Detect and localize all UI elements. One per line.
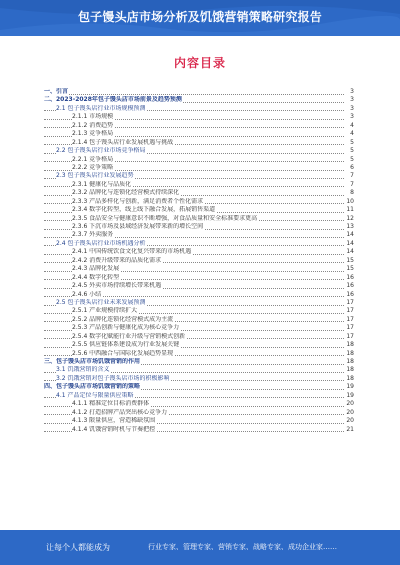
footer-banner: [0, 530, 400, 565]
toc-entry-label: 2.4.2 消费升级带来的品质化需求: [72, 256, 162, 264]
toc-entry-page: 7: [350, 180, 354, 188]
toc-entry[interactable]: [44, 383, 354, 391]
toc-entry[interactable]: [44, 274, 354, 282]
toc-entry-page: 16: [346, 282, 354, 290]
toc-entry-label: 2.3.1 健康化与品质化: [72, 180, 132, 188]
toc-entry[interactable]: [44, 248, 354, 256]
toc-entry[interactable]: [44, 426, 354, 434]
toc-entry[interactable]: [44, 122, 354, 130]
toc-entry-page: 16: [346, 273, 354, 281]
toc-entry-label: 2.4.4 数字化转型: [72, 273, 120, 281]
toc-entry-label: 3.2 饥饿营销对包子馒头店市场的积极影响: [56, 374, 170, 382]
toc-entry-page: 20: [346, 408, 354, 416]
toc-entry-page: 17: [346, 298, 354, 306]
toc-entry-label: 四、包子馒头店市场饥饿营销的策略: [44, 383, 141, 391]
toc-entry-label: 2.5.2 品牌化连锁化经营模式成为主流: [72, 315, 174, 323]
toc-entry-label: 2.3.3 产品多样化与创新，满足消费者个性化需求: [72, 197, 204, 205]
toc-entry-page: 19: [346, 391, 354, 399]
toc-heading: 内容目录: [173, 56, 226, 70]
toc-entry-label: 2.3.5 食品安全与健康意识不断增强，对食品质量和安全标准要求更高: [72, 214, 258, 222]
toc-entry[interactable]: [44, 265, 354, 273]
toc-entry-page: 17: [346, 324, 354, 332]
toc-entry-page: 14: [346, 239, 354, 247]
toc-entry-label: 2.2 包子馒头店行业市场竞争格局: [56, 147, 146, 155]
toc-entry-page: 5: [350, 147, 354, 155]
toc-entry-label: 三、包子馒头店市场饥饿营销的作用: [44, 358, 141, 365]
toc-entry-label: 2.4.1 中国传统饮食文化复兴带来的市场机遇: [72, 248, 192, 256]
toc-entry[interactable]: [44, 105, 354, 113]
footer-tagline: 行业专家、管理专家、营销专家、战略专家、成功企业家……: [148, 543, 337, 551]
toc-entry-page: 18: [346, 366, 354, 374]
toc-entry[interactable]: [44, 333, 354, 341]
toc-entry-label: 2.4 包子馒头店行业市场机遇分析: [56, 239, 146, 247]
toc-entry[interactable]: [44, 164, 354, 172]
toc-entry[interactable]: [44, 88, 354, 96]
table-of-contents: [44, 88, 354, 434]
toc-entry-page: 18: [346, 341, 354, 349]
toc-entry[interactable]: [44, 198, 354, 206]
toc-entry-page: 14: [346, 231, 354, 239]
toc-entry[interactable]: [44, 223, 354, 231]
toc-entry[interactable]: [44, 215, 354, 223]
toc-entry-label: 2.4.3 品牌化发展: [72, 265, 120, 273]
toc-entry-page: 21: [346, 425, 354, 433]
toc-entry[interactable]: [44, 181, 354, 189]
toc-entry[interactable]: [44, 316, 354, 324]
toc-entry-page: 3: [350, 88, 354, 95]
toc-entry-label: 4.1.2 打造招牌产品突出核心竞争力: [72, 408, 168, 416]
toc-entry-page: 3: [350, 104, 354, 112]
footer-slogan: 让每个人都能成为: [46, 543, 110, 552]
toc-entry-label: 2.3 包子馒头店行业发展趋势: [56, 172, 134, 180]
toc-entry-label: 2.3.2 品牌化与连锁化经营模式持续深化: [72, 189, 180, 197]
toc-entry-label: 3.1 饥饿营销的含义: [56, 366, 110, 374]
toc-entry-label: 2.3.4 数字化转型，线上线下融合发展，拓展销售渠道: [72, 206, 216, 214]
toc-entry[interactable]: [44, 130, 354, 138]
toc-entry-page: 10: [346, 197, 354, 205]
toc-entry[interactable]: [44, 417, 354, 425]
toc-entry-label: 2.4.6 小结: [72, 290, 102, 298]
toc-entry-label: 4.1.3 限量供应，营造稀缺氛围: [72, 417, 156, 425]
toc-entry-label: 2.3.6 下沉市场及县域经济发展带来新的增长空间: [72, 223, 204, 230]
toc-entry-page: 14: [346, 248, 354, 256]
toc-entry-label: 2.5.6 中西融合与国际化发展趋势显现: [72, 349, 174, 357]
toc-entry-label: 2.5.3 产品创新与健康化成为核心竞争力: [72, 324, 180, 332]
toc-entry-page: 17: [346, 315, 354, 323]
toc-entry-page: 8: [350, 189, 354, 197]
toc-entry-page: 20: [346, 400, 354, 408]
toc-entry-page: 19: [346, 383, 354, 391]
toc-entry-page: 17: [346, 307, 354, 315]
toc-entry-page: 4: [350, 121, 354, 129]
toc-entry-label: 一、引言: [44, 88, 69, 95]
toc-entry-page: 12: [346, 214, 354, 222]
toc-entry-label: 2.1.1 市场规模: [72, 113, 114, 121]
toc-entry[interactable]: [44, 409, 354, 417]
toc-entry[interactable]: [44, 392, 354, 400]
toc-entry[interactable]: [44, 282, 354, 290]
toc-entry[interactable]: [44, 291, 354, 299]
toc-entry-label: 2.2.2 竞争策略: [72, 163, 114, 171]
toc-entry[interactable]: [44, 96, 354, 104]
toc-entry[interactable]: [44, 206, 354, 214]
toc-entry[interactable]: [44, 307, 354, 315]
toc-entry[interactable]: [44, 139, 354, 147]
toc-entry[interactable]: [44, 400, 354, 408]
toc-entry-page: 11: [346, 206, 354, 214]
toc-entry-page: 7: [350, 172, 354, 180]
toc-entry[interactable]: [44, 366, 354, 374]
toc-entry-page: 18: [346, 349, 354, 357]
toc-entry[interactable]: [44, 113, 354, 121]
toc-entry-page: 13: [346, 223, 354, 230]
toc-entry-label: 2.3.7 外卖服务: [72, 231, 114, 239]
toc-entry[interactable]: [44, 350, 354, 358]
toc-entry-page: 15: [346, 256, 354, 264]
toc-entry[interactable]: [44, 341, 354, 349]
toc-entry[interactable]: [44, 240, 354, 248]
toc-entry-page: 4: [350, 130, 354, 138]
toc-entry-label: 2.1.2 消费趋势: [72, 121, 114, 129]
toc-entry[interactable]: [44, 156, 354, 164]
toc-entry-label: 4.1.1 精准定位目标消费群体: [72, 400, 150, 408]
toc-entry-label: 2.5.1 产业规模持续扩大: [72, 307, 138, 315]
toc-entry-page: 5: [350, 138, 354, 146]
toc-entry[interactable]: [44, 172, 354, 180]
toc-entry-label: 4.1.4 饥饿营销时机与节奏把控: [72, 425, 156, 433]
toc-entry[interactable]: [44, 147, 354, 155]
toc-entry[interactable]: [44, 324, 354, 332]
toc-entry-page: 6: [350, 163, 354, 171]
toc-entry-label: 2.4.5 外卖市场持续增长带来机遇: [72, 282, 162, 290]
toc-entry-label: 2.5.4 数字化赋能行业升级与营销模式创新: [72, 332, 186, 340]
toc-entry-label: 2.5 包子馒头店行业未来发展预测: [56, 298, 146, 306]
toc-entry-page: 5: [350, 155, 354, 163]
toc-entry-label: 二、2023-2028年包子馒头店市场前景及趋势预测: [44, 96, 182, 104]
toc-entry[interactable]: [44, 257, 354, 265]
header-banner: [0, 0, 400, 36]
toc-entry-label: 4.1 产品定位与限量供应策略: [56, 391, 134, 399]
toc-entry-label: 2.1 包子馒头店行业市场规模预测: [56, 104, 146, 112]
toc-entry-label: 2.1.4 包子馒头店行业发展机遇与挑战: [72, 138, 174, 146]
toc-entry[interactable]: [44, 231, 354, 239]
toc-entry-label: 2.5.5 供应链体系建设成为行业发展关键: [72, 341, 180, 349]
toc-entry-page: 18: [346, 358, 354, 365]
toc-entry-label: 2.2.1 竞争格局: [72, 155, 114, 163]
toc-entry-page: 20: [346, 417, 354, 425]
toc-entry-page: 3: [350, 113, 354, 121]
toc-entry-label: 2.1.3 竞争格局: [72, 130, 114, 138]
toc-leader-dots: [44, 94, 344, 95]
toc-entry[interactable]: [44, 375, 354, 383]
report-title: 包子馒头店市场分析及饥饿营销策略研究报告: [77, 10, 322, 24]
toc-entry-page: 17: [346, 332, 354, 340]
toc-entry-page: 18: [346, 374, 354, 382]
toc-entry-page: 3: [350, 96, 354, 104]
toc-entry[interactable]: [44, 189, 354, 197]
toc-entry[interactable]: [44, 299, 354, 307]
toc-entry-page: 15: [346, 265, 354, 273]
toc-entry[interactable]: [44, 358, 354, 366]
toc-entry-page: 16: [346, 290, 354, 298]
